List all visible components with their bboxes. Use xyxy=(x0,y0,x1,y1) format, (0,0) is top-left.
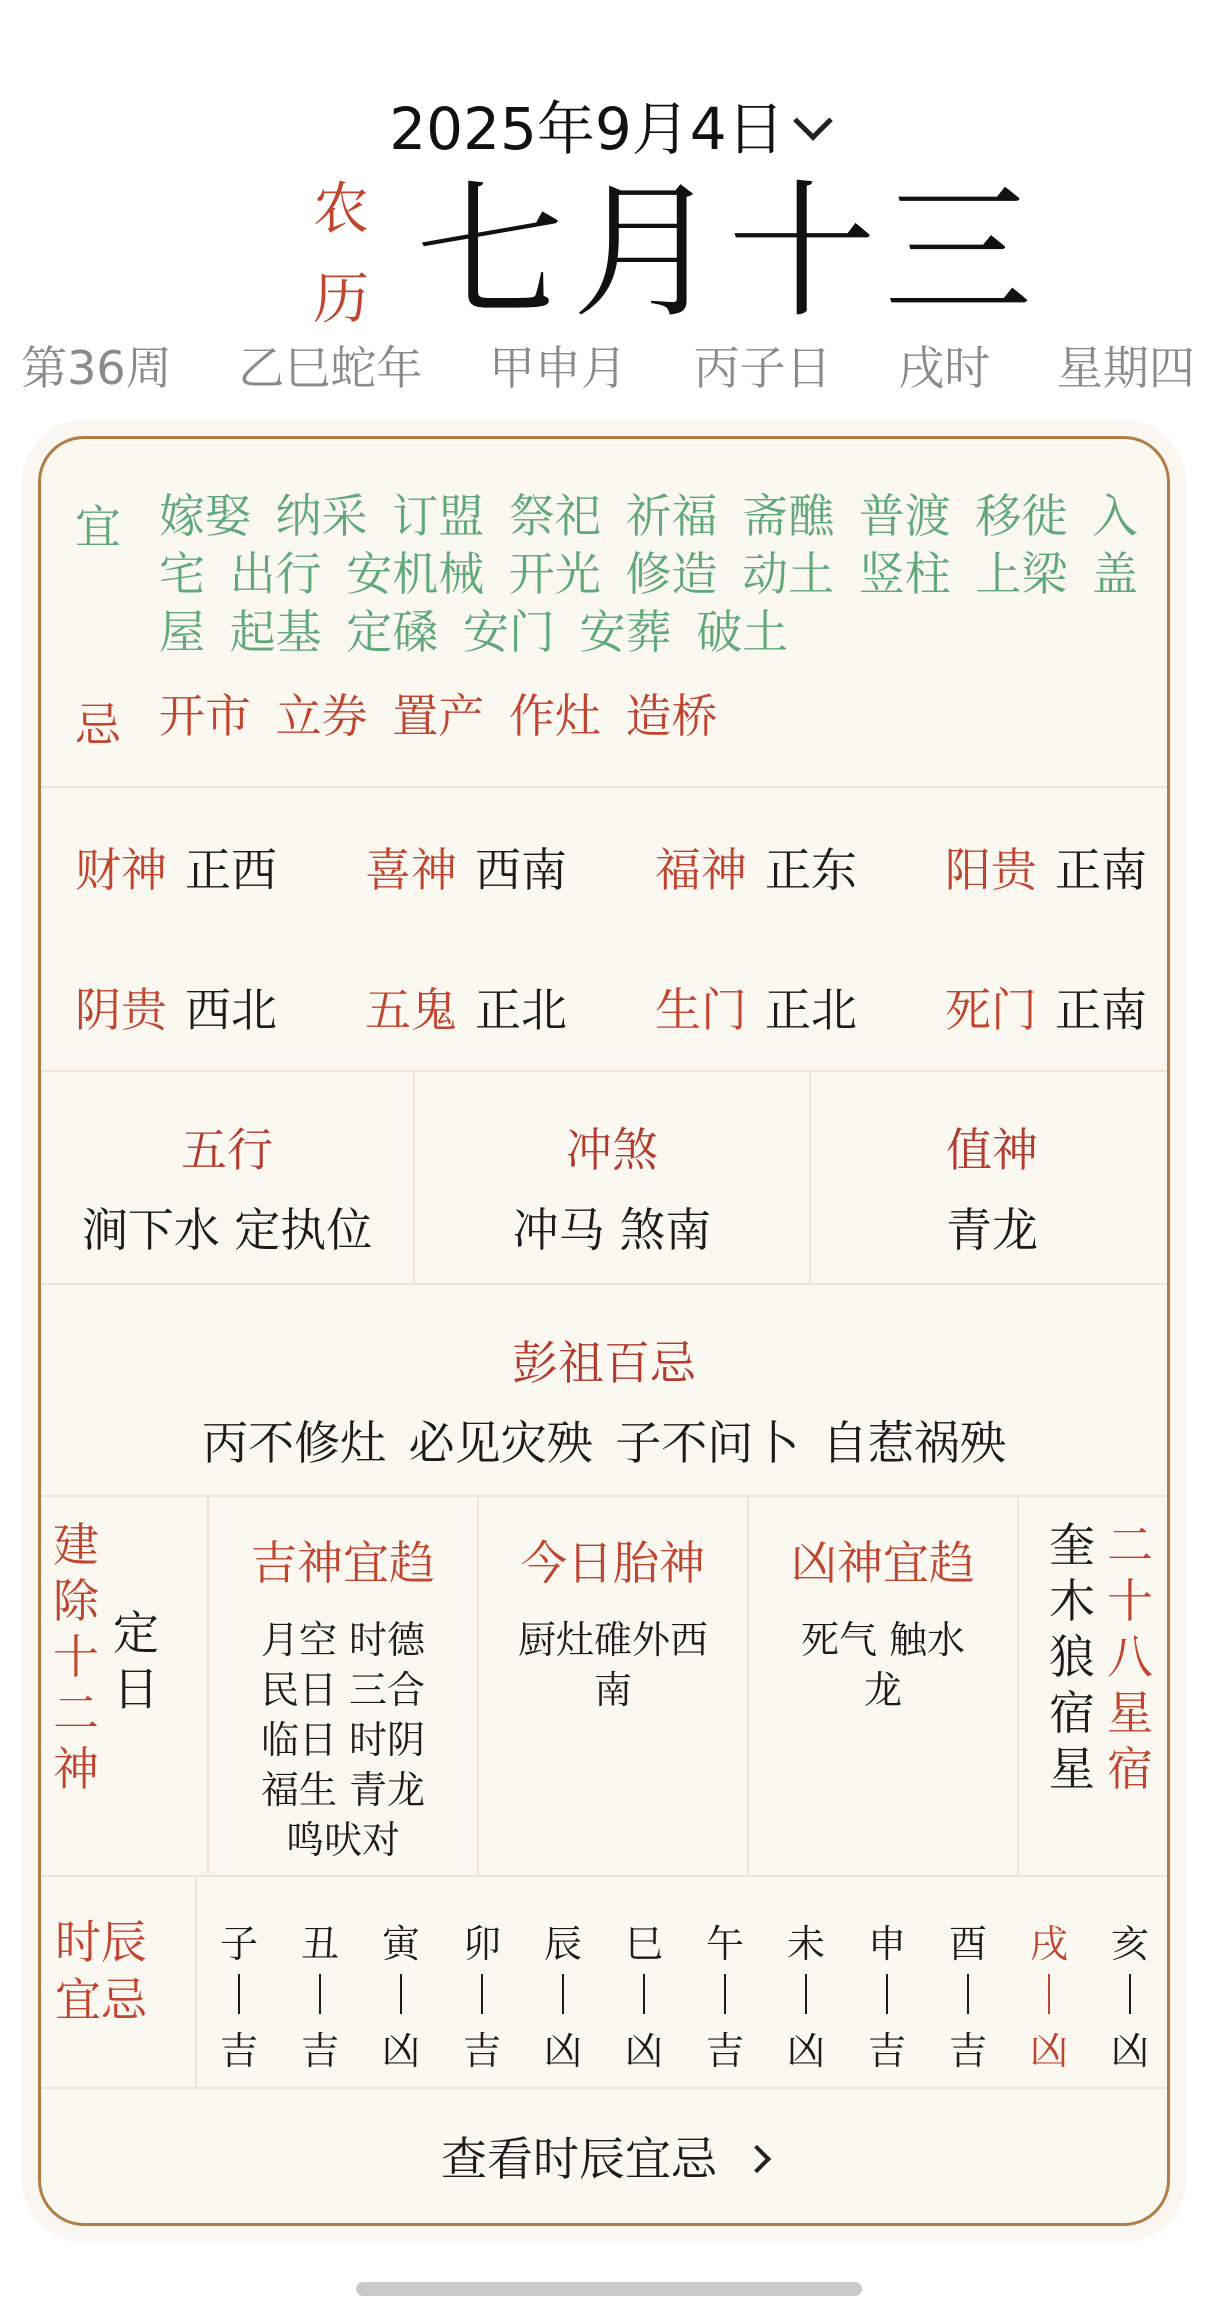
hour-item-shen xyxy=(857,1913,917,2075)
week-number: 第36周 xyxy=(21,341,172,395)
hour-item-zi xyxy=(209,1913,269,2075)
pengzu-title: 彭祖百忌 xyxy=(512,1336,696,1390)
hour-item-mao xyxy=(452,1913,512,2075)
hour-verdict: 吉 xyxy=(867,2029,906,2073)
god-direction xyxy=(655,980,935,1040)
hour-divider xyxy=(481,1974,483,2014)
hour-branch: 辰 xyxy=(543,1922,582,1966)
hours-label: 时辰宜忌 xyxy=(55,1915,147,2027)
hour-verdict: 凶 xyxy=(543,2029,582,2073)
hour-branch: 卯 xyxy=(462,1922,501,1966)
god-name: 阴贵 xyxy=(75,983,167,1037)
hour-item-chen xyxy=(533,1913,593,2075)
jishen-cell xyxy=(207,1497,477,1875)
hour-verdict: 吉 xyxy=(948,2029,987,2073)
xiongshen-cell xyxy=(747,1497,1017,1875)
god-dir: 正北 xyxy=(765,983,857,1037)
god-dir: 正东 xyxy=(765,843,857,897)
god-name: 喜神 xyxy=(365,843,457,897)
hour-divider xyxy=(562,1974,564,2014)
zhishen-cell xyxy=(809,1072,1170,1283)
jianchu-value: 定日 xyxy=(113,1606,159,1716)
wuxing-chongsha-zhishen xyxy=(41,1072,1167,1285)
jianchu-cell xyxy=(41,1497,207,1875)
yi-label: 宜 xyxy=(75,500,121,554)
date-selector[interactable] xyxy=(0,82,1216,166)
hour-verdict: 吉 xyxy=(705,2029,744,2073)
lunar-date: 七月十三 xyxy=(416,166,1040,338)
hour-verdict: 吉 xyxy=(300,2029,339,2073)
date-label[interactable]: 2025年9月4日 xyxy=(389,95,785,163)
hour-item-wu xyxy=(695,1913,755,2075)
wuxing-value: 涧下水 定执位 xyxy=(81,1203,373,1257)
xiu-cell xyxy=(1017,1497,1170,1875)
hour-branch: 申 xyxy=(867,1922,906,1966)
hour-divider xyxy=(238,1974,240,2014)
view-hours-label[interactable]: 查看时辰宜忌 xyxy=(441,2132,717,2186)
god-direction xyxy=(365,840,645,900)
god-directions xyxy=(41,788,1167,1072)
view-hours-link[interactable] xyxy=(41,2089,1167,2226)
hour-branch: 寅 xyxy=(381,1922,420,1966)
hour-divider xyxy=(643,1974,645,2014)
jishen-list: 月空 时德 民日 三合 临日 时阴 福生 青龙 鸣吠对 xyxy=(260,1618,426,1862)
hour-divider xyxy=(1129,1974,1131,2014)
ji-label: 忌 xyxy=(75,698,121,752)
hour-divider xyxy=(400,1974,402,2014)
almanac-card xyxy=(38,436,1170,2226)
jianchu-label: 建除十二神 xyxy=(53,1518,99,1796)
ji-items: 开市 立券 置产 作灶 造桥 xyxy=(159,689,718,743)
hour-item-yin xyxy=(371,1913,431,2075)
ganzhi-line xyxy=(0,332,1216,398)
god-direction xyxy=(75,840,355,900)
god-direction xyxy=(655,840,935,900)
lunar-tag: 农历 xyxy=(313,177,369,332)
shen-section xyxy=(41,1497,1167,1877)
yi-items: 嫁娶 纳采 订盟 祭祀 祈福 斋醮 普渡 移徙 入宅 出行 安机械 开光 修造 动土 竖柱 上梁 盖屋 起基 定磉 安门 安葬 破土 xyxy=(159,489,1138,659)
god-dir: 正北 xyxy=(475,983,567,1037)
hour-divider xyxy=(886,1974,888,2014)
god-direction xyxy=(75,980,355,1040)
hour-verdict: 凶 xyxy=(381,2029,420,2073)
hour-branch: 丑 xyxy=(300,1922,339,1966)
hour-branch: 酉 xyxy=(948,1922,987,1966)
hour-verdict: 吉 xyxy=(462,2029,501,2073)
jishen-title: 吉神宜趋 xyxy=(251,1536,435,1590)
hour-verdict: 凶 xyxy=(1110,2029,1149,2073)
pengzu-section xyxy=(41,1285,1167,1497)
chongsha-title: 冲煞 xyxy=(566,1123,658,1177)
god-dir: 西北 xyxy=(185,983,277,1037)
god-direction xyxy=(945,840,1170,900)
hour-divider xyxy=(1048,1974,1050,2014)
hours-section xyxy=(41,1877,1167,2089)
god-name: 五鬼 xyxy=(365,983,457,1037)
god-name: 死门 xyxy=(945,983,1037,1037)
hour-item-hai xyxy=(1100,1913,1160,2075)
pengzu-value: 丙不修灶 必见灾殃 子不问卜 自惹祸殃 xyxy=(202,1416,1006,1470)
xiongshen-list: 死气 触水龙 xyxy=(800,1618,966,1712)
hour-branch: 亥 xyxy=(1110,1922,1149,1966)
god-direction xyxy=(945,980,1170,1040)
god-dir: 正南 xyxy=(1055,843,1147,897)
hour-item-chou xyxy=(290,1913,350,2075)
wuxing-cell xyxy=(41,1072,413,1283)
god-dir: 西南 xyxy=(475,843,567,897)
header xyxy=(0,0,1216,420)
god-direction xyxy=(365,980,645,1040)
god-name: 财神 xyxy=(75,843,167,897)
yi-ji-section xyxy=(41,439,1167,788)
hour-item-you xyxy=(938,1913,998,2075)
hour-branch: 巳 xyxy=(624,1922,663,1966)
god-dir: 正南 xyxy=(1055,983,1147,1037)
god-name: 阳贵 xyxy=(945,843,1037,897)
hour-branch: 午 xyxy=(705,1922,744,1966)
xiu-label: 二十八星宿 xyxy=(1107,1518,1153,1796)
hour-verdict: 凶 xyxy=(624,2029,663,2073)
hour-verdict: 凶 xyxy=(786,2029,825,2073)
hour-item-wei xyxy=(776,1913,836,2075)
god-name: 生门 xyxy=(655,983,747,1037)
hour-branch: 未 xyxy=(786,1922,825,1966)
chevron-right-icon[interactable] xyxy=(743,2145,771,2173)
taishen-title: 今日胎神 xyxy=(521,1536,705,1590)
weekday: 星期四 xyxy=(1056,341,1195,395)
hour-divider xyxy=(805,1974,807,2014)
hour-divider xyxy=(724,1974,726,2014)
hour-divider xyxy=(967,1974,969,2014)
wuxing-title: 五行 xyxy=(181,1123,273,1177)
god-name: 福神 xyxy=(655,843,747,897)
taishen-value: 厨灶碓外西南 xyxy=(517,1618,708,1712)
hour-branch: 子 xyxy=(219,1922,258,1966)
hour-verdict: 凶 xyxy=(1029,2029,1068,2073)
hour-item-si xyxy=(614,1913,674,2075)
zhishen-value: 青龙 xyxy=(946,1203,1038,1257)
hour-branch: 戌 xyxy=(1029,1922,1068,1966)
xiu-value: 奎木狼宿星 xyxy=(1049,1518,1095,1796)
hour-divider xyxy=(319,1974,321,2014)
year-ganzhi: 乙巳蛇年 xyxy=(238,341,423,395)
chongsha-cell xyxy=(413,1072,809,1283)
home-indicator[interactable] xyxy=(356,2282,862,2296)
month-ganzhi: 甲申月 xyxy=(488,341,627,395)
hour-item-xu-current xyxy=(1019,1913,1079,2075)
day-ganzhi: 丙子日 xyxy=(693,341,832,395)
xiongshen-title: 凶神宜趋 xyxy=(791,1536,975,1590)
god-dir: 正西 xyxy=(185,843,277,897)
chongsha-value: 冲马 煞南 xyxy=(512,1203,712,1257)
hour-verdict: 吉 xyxy=(219,2029,258,2073)
taishen-cell xyxy=(477,1497,747,1875)
hour-ganzhi: 戌时 xyxy=(898,341,991,395)
hours-grid xyxy=(195,1877,1170,2087)
chevron-down-icon[interactable] xyxy=(793,101,833,141)
zhishen-title: 值神 xyxy=(946,1123,1038,1177)
